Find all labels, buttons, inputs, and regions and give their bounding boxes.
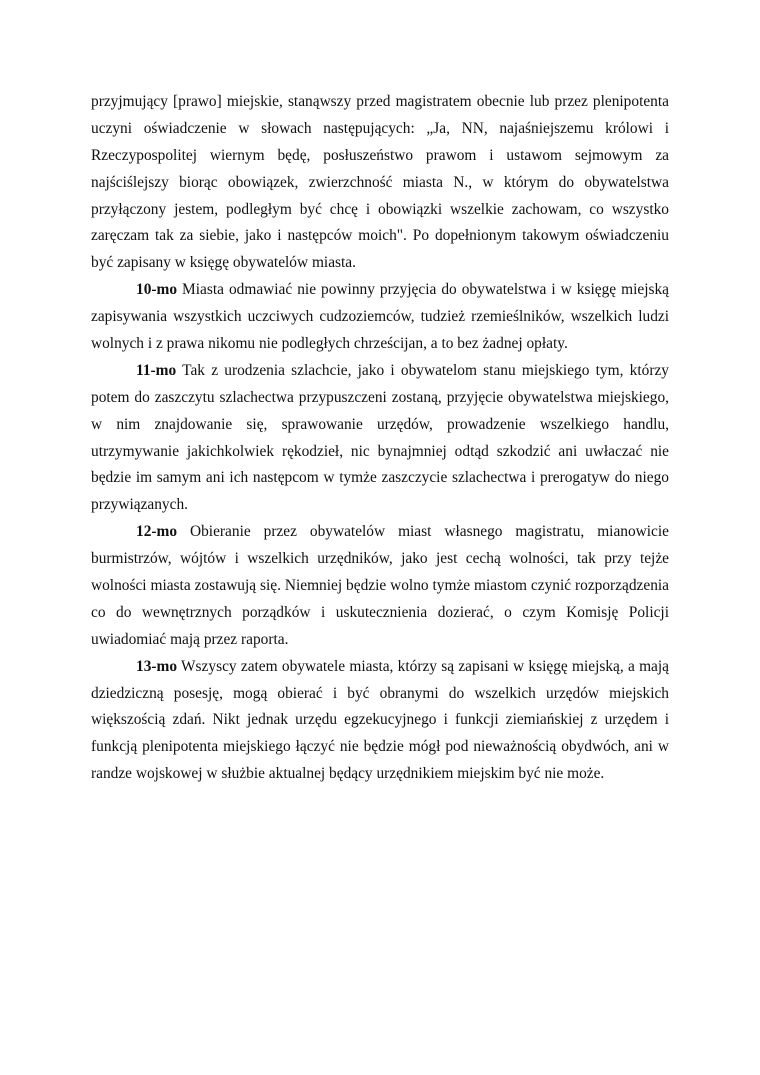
text-line <box>91 304 669 331</box>
line-text: Obieranie przez obywatelów miast własnego magistratu, mianowicie <box>177 523 669 541</box>
text-line <box>91 116 669 143</box>
line-text: najściślejszy biorąc obowiązek, zwierzchność miasta N., w którym do obywatelstwa <box>91 173 669 191</box>
line-text: dziedziczną posesję, mogą obierać i być obranymi do wszelkich urzędów miejskich <box>91 684 669 702</box>
article-paragraph-start <box>91 519 669 546</box>
line-text: co do wewnętrznych porządków i uskutecznienia dozierać, o czym Komisję Policji <box>91 603 669 621</box>
line-text: uczyni oświadczenie w słowach następujących: „Ja, NN, najaśniejszemu królowi i <box>91 119 669 137</box>
text-line <box>91 170 669 197</box>
line-text: w nim znajdowanie się, sprawowanie urzędów, prowadzenie wszelkiego handlu, <box>91 415 669 433</box>
line-text: Wszyscy zatem obywatele miasta, którzy są zapisani w księgę miejską, a mają <box>177 657 669 675</box>
text-line <box>91 250 669 277</box>
line-text: wolności miasta zostawują się. Niemniej będzie wolno tymże miastom czynić rozporządzenia <box>91 577 669 595</box>
line-text: zaręczam tak za siebie, jako i następców moich". Po dopełnionym takowym oświadczeniu <box>91 227 669 245</box>
line-text: być zapisany w księgę obywatelów miasta. <box>91 254 356 272</box>
document-body <box>91 89 669 788</box>
line-text: Rzeczypospolitej wiernym będę, posłuszeństwo prawom i ustawom sejmowym za <box>91 146 669 164</box>
line-text: Tak z urodzenia szlachcie, jako i obywatelom stanu miejskiego tym, którzy <box>176 361 669 379</box>
article-number: 10-mo <box>136 281 178 299</box>
text-line <box>91 385 669 412</box>
article-paragraph-start <box>91 358 669 385</box>
line-text: zapisywania wszystkich uczciwych cudzoziemców, tudzież rzemieślników, wszelkich ludzi <box>91 308 669 326</box>
line-text: przyłączony jestem, podległym być chcę i obowiązki wszelkie zachowam, co wszystko <box>91 200 669 218</box>
article-number: 12-mo <box>136 523 178 541</box>
text-line <box>91 627 669 654</box>
text-line <box>91 331 669 358</box>
line-text: przyjmujący [prawo] miejskie, stanąwszy przed magistratem obecnie lub przez plenipotenta <box>91 93 669 110</box>
text-line <box>91 197 669 224</box>
line-text: większością zdań. Nikt jednak urzędu egzekucyjnego i funkcji ziemiańskiej z urzędem i <box>91 711 669 729</box>
line-text: Miasta odmawiać nie powinny przyjęcia do obywatelstwa i w księgę miejską <box>177 281 669 299</box>
article-number: 11-mo <box>136 361 177 379</box>
text-line <box>91 89 669 116</box>
text-line <box>91 143 669 170</box>
line-text: funkcją plenipotenta miejskiego łączyć nie będzie mógł pod nieważnością obydwóch, ani w <box>91 738 669 756</box>
text-line <box>91 600 669 627</box>
line-text: będzie im samym ani ich następcom w tymże zaszczycie szlachectwa i prerogatyw do niego <box>91 469 669 487</box>
line-text: burmistrzów, wójtów i wszelkich urzędników, jako jest cechą wolności, tak przy tejże <box>91 550 669 568</box>
text-line <box>91 223 669 250</box>
line-text: utrzymywanie jakichkolwiek rękodzieł, nic bynajmniej odtąd szkodzić ani uwłaczać nie <box>91 442 669 460</box>
article-paragraph-start <box>91 654 669 681</box>
line-text: wolnych i z prawa nikomu nie podległych chrześcijan, a to bez żadnej opłaty. <box>91 335 568 353</box>
text-line <box>91 734 669 761</box>
text-line <box>91 573 669 600</box>
article-paragraph-start <box>91 277 669 304</box>
text-line <box>91 681 669 708</box>
line-text: randze wojskowej w służbie aktualnej będący urzędnikiem miejskim być nie może. <box>91 765 605 783</box>
line-text: uwiadomiać mają przez raporta. <box>91 630 289 648</box>
text-line <box>91 465 669 492</box>
line-text: potem do zaszczytu szlachectwa przypuszczeni zostaną, przyjęcie obywatelstwa miejskiego, <box>91 388 669 406</box>
text-line <box>91 439 669 466</box>
text-line <box>91 707 669 734</box>
text-line <box>91 761 669 788</box>
text-line <box>91 492 669 519</box>
line-text: przywiązanych. <box>91 496 188 514</box>
text-line <box>91 546 669 573</box>
text-line <box>91 412 669 439</box>
article-number: 13-mo <box>136 657 178 675</box>
